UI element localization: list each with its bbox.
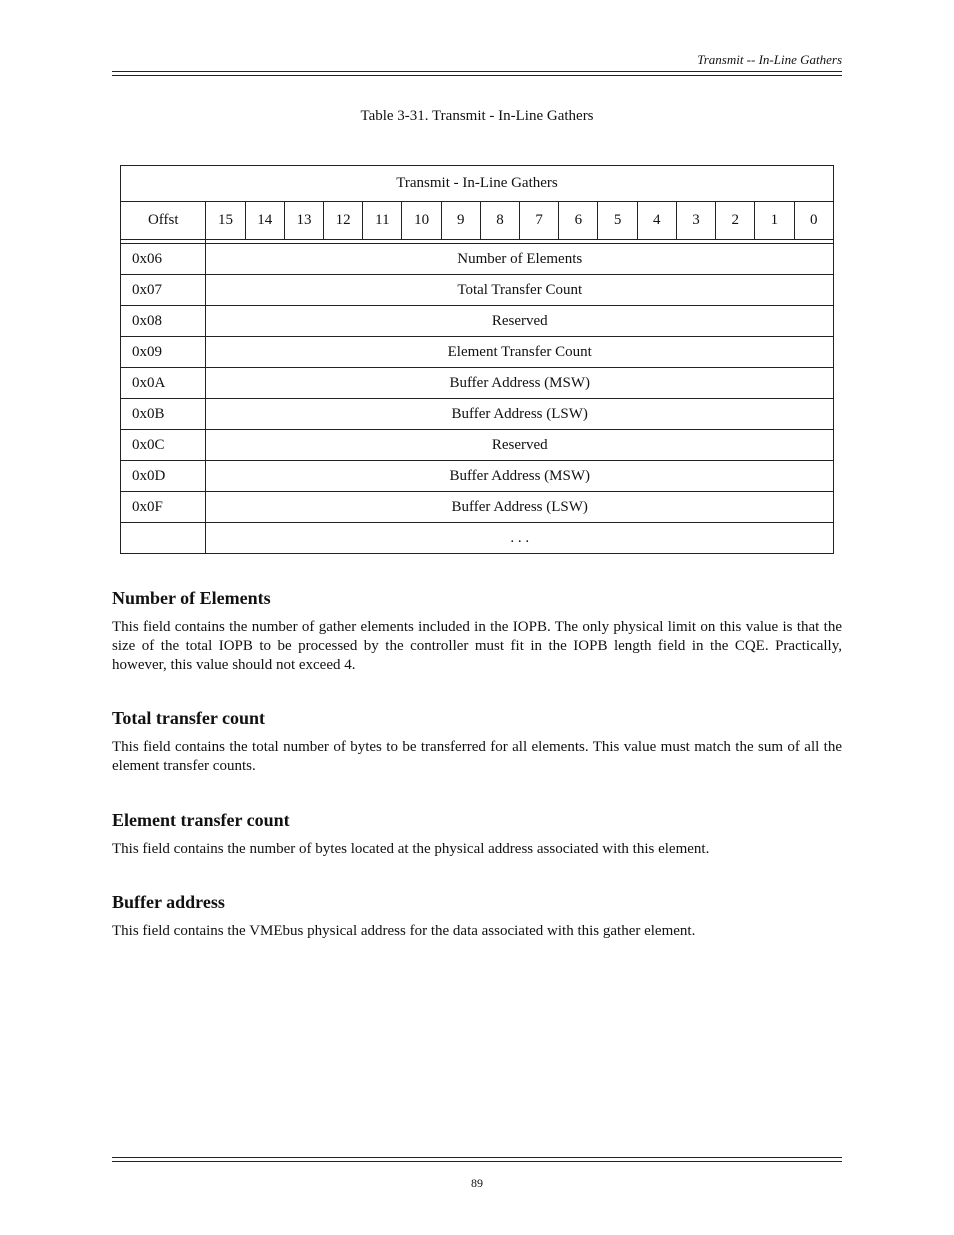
row-offset: 0x06 [121,244,206,275]
row-offset: 0x07 [121,275,206,306]
table-row [121,337,834,368]
bit-header: 3 [676,202,715,240]
running-header: Transmit -- In-Line Gathers [697,52,842,67]
table-title: Transmit - In-Line Gathers [121,166,834,202]
bit-header: 15 [206,202,245,240]
row-offset: 0x0C [121,430,206,461]
section-heading: Number of Elements [112,588,271,608]
bit-header: 7 [520,202,559,240]
table-row [121,368,834,399]
table-row [121,523,834,554]
row-field: Element Transfer Count [206,337,834,368]
section-heading: Buffer address [112,892,225,912]
bit-header: 4 [637,202,676,240]
bit-header: 2 [716,202,755,240]
bit-header: 8 [480,202,519,240]
bit-header: 0 [794,202,834,240]
row-field: Buffer Address (LSW) [206,492,834,523]
table-row [121,492,834,523]
bit-header: 14 [245,202,284,240]
header-rule-double [112,75,842,76]
section-element-transfer-count [112,809,842,859]
section-heading: Element transfer count [112,810,290,830]
row-offset: 0x09 [121,337,206,368]
table-row [121,461,834,492]
row-offset: 0x0D [121,461,206,492]
table-caption: Table 3-31. Transmit - In-Line Gathers [360,108,594,124]
table-row [121,244,834,275]
table-row [121,306,834,337]
table-row [121,275,834,306]
section-total-transfer-count [112,707,842,776]
section-heading: Total transfer count [112,708,265,728]
section-buffer-address [112,891,842,941]
row-field: Buffer Address (LSW) [206,399,834,430]
table-row [121,430,834,461]
row-offset: 0x0A [121,368,206,399]
bit-header: 6 [559,202,598,240]
bit-header: 10 [402,202,441,240]
footer-rule [112,1157,842,1158]
bit-header: 13 [284,202,323,240]
row-field: Buffer Address (MSW) [206,461,834,492]
row-offset: 0x0F [121,492,206,523]
section-body: This field contains the VMEbus physical address for the data associated with this gather element. [112,923,696,939]
row-field: Reserved [206,430,834,461]
row-field: Reserved [206,306,834,337]
row-offset: 0x08 [121,306,206,337]
row-offset [121,523,206,554]
bit-header: 1 [755,202,794,240]
page-number: 89 [471,1176,483,1190]
footer-rule-double [112,1161,842,1162]
row-field: . . . [206,523,834,554]
table-row [121,399,834,430]
section-body: This field contains the number of gather elements included in the IOPB. The only physical limit on this value is that the size of the total IOPB to be processed by the controller must fit in the IOPB length field in the CQE. Practically, however, this value should not exceed 4. [112,619,842,673]
offset-header: Offst [121,202,206,240]
bit-header: 5 [598,202,637,240]
section-number-of-elements [112,587,842,675]
row-field: Total Transfer Count [206,275,834,306]
row-offset: 0x0B [121,399,206,430]
bit-header: 11 [363,202,402,240]
bit-header: 9 [441,202,480,240]
section-body: This field contains the total number of bytes to be transferred for all elements. This value must match the sum of all the element transfer counts. [112,739,842,774]
section-body: This field contains the number of bytes located at the physical address associated with this element. [112,841,710,857]
register-table [120,165,834,554]
bit-header: 12 [324,202,363,240]
header-rule [112,71,842,72]
row-field: Number of Elements [206,244,834,275]
row-field: Buffer Address (MSW) [206,368,834,399]
